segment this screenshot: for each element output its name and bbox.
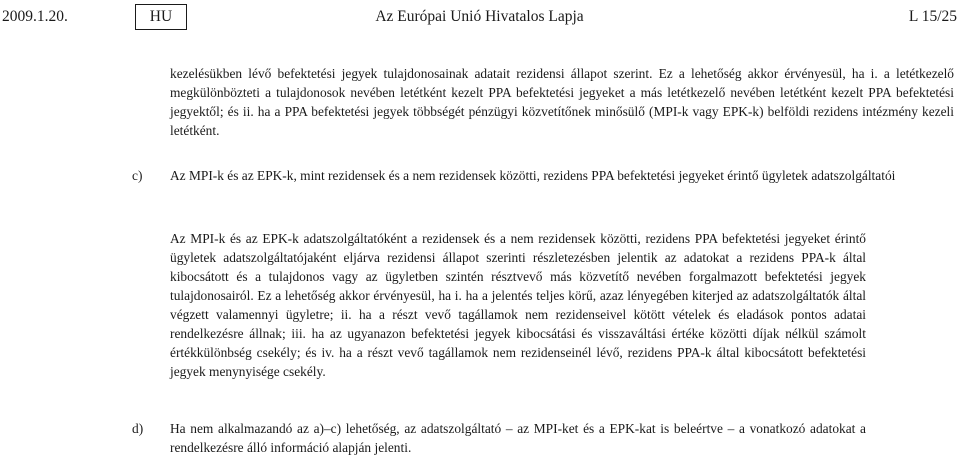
item-c-paragraph: Az MPI-k és az EPK-k adatszolgáltatóként a rezidensek és a nem rezidensek közötti, rezidens PPA befektetési jegyeket érintő ügyletek adatszolgáltatójaként eljárva rezidensi állapot szerinti részletezésben jelentik az adatokat a rezidens PPA-k által kibocsátott és a tulajdonos vagy az ügyletben szintén résztvevő más közvetítő nevében forgalmazott befektetési jegyek tulajdonosairól. Ez a lehetőség akkor érvényesül, ha i. ha a jelentés teljes körű, azaz lényegében kiterjed az adatszolgáltatók által végzett valamennyi ügyletre; ii. ha a részt vevő tagállamok nem rezidenseivel kötött vételek és eladások pontos adatai rendelkezésre állnak; iii. ha az ugyanazon befektetési jegyek kibocsátási és visszaváltási értéke közötti díjak nélkül számolt értékkülönbség csekély; és iv. ha a részt vevő tagállamok nem rezidenseinél lévő, rezidens PPA-k által kibocsátott befektetési jegyek menynyisége csekély. — [170, 231, 866, 379]
publication-date: 2009.1.20. — [2, 8, 68, 25]
item-d-letter: d) — [132, 421, 144, 436]
item-d-text: Ha nem alkalmazandó az a)–c) lehetőség, az adatszolgáltató – az MPI-ket és a EPK-kat is beleértve – a vonatkozó adatokat a rendelkezésre álló információ alapján jelenti. — [170, 421, 866, 455]
language-code-box: HU — [135, 4, 187, 30]
top-paragraph: kezelésükben lévő befektetési jegyek tulajdonosainak adatait rezidensi állapot szerint. Ez a lehetőség akkor érvényesül, ha i. a letétkezelő megkülönbözteti a tulajdonosok nevében letétként kezelt PPA befektetési jegyeket a más letétkezelő nevében letétként kezelt PPA befektetési jegyektől; és ii. ha a PPA befektetési jegyek többségét pénzügyi közvetítőnek minősülő (MPI-k vagy EPK-k) belföldi rezidens intézmény kezeli letétként. — [170, 66, 954, 138]
page-header — [0, 4, 959, 30]
item-c-heading: Az MPI-k és az EPK-k, mint rezidensek és a nem rezidensek közötti, rezidens PPA befektetési jegyeket érintő ügyletek adatszolgáltatói — [170, 168, 896, 183]
journal-title: Az Európai Unió Hivatalos Lapja — [375, 8, 584, 25]
item-c-letter: c) — [132, 168, 143, 183]
page-number: L 15/25 — [908, 8, 957, 25]
